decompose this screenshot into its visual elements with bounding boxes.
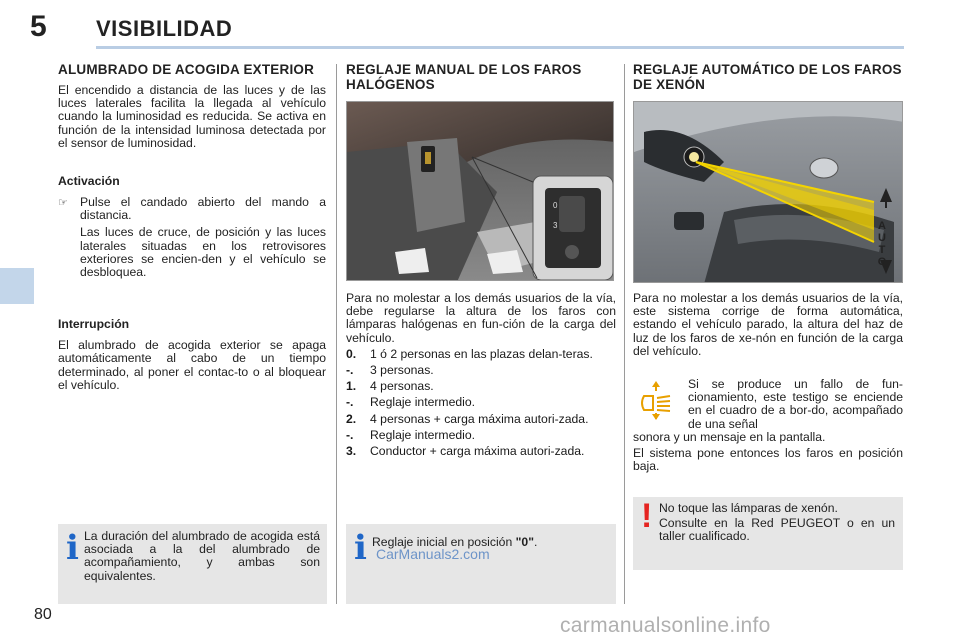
section-title: ALUMBRADO DE ACOGIDA EXTERIOR: [58, 62, 315, 77]
auto-label: AUTO: [876, 220, 888, 268]
manual-headlamp-section: [346, 62, 616, 92]
xenon-headlamp-body: [633, 292, 903, 358]
info-icon: i: [66, 528, 79, 568]
interruption-heading: Interrupción: [58, 317, 130, 332]
site-watermark: CarManuals2.com: [376, 546, 490, 562]
list-item: -. 3 personas.: [346, 363, 434, 378]
xenon-headlamp-section: [633, 62, 903, 92]
interruption-text: El alumbrado de acogida exterior se apaga automáticamente al cabo de un tiempo determinado, al poner el contac-to o al bloquear el vehículo.: [58, 338, 326, 392]
section-intro: Para no molestar a los demás usuarios de la vía, debe regularse la altura de los faros con lámparas halógenas en fun-ción de la carga del vehículo.: [346, 291, 616, 345]
info-note-text: Reglaje inicial en posición "0".: [372, 535, 538, 549]
section-intro: El encendido a distancia de las luces y de las luces laterales facilita la llegada al vehículo cuando la luminosidad es reducida. Se activa en función de la intensidad luminosa detectada por el sensor de luminosidad.: [58, 83, 326, 150]
warning-line: Consulte en la Red PEUGEOT o en un taller cualificado.: [659, 516, 895, 544]
section-title: REGLAJE AUTOMÁTICO DE LOS FAROS DE XENÓN: [633, 62, 902, 92]
page-title: VISIBILIDAD: [96, 16, 233, 41]
info-note-text: La duración del alumbrado de acogida está asociada a la del alumbrado de acompañamiento, y ambas son equivalentes.: [84, 529, 320, 583]
page-number: 80: [34, 606, 52, 623]
exclamation-icon: !: [641, 497, 653, 535]
section-title: REGLAJE MANUAL DE LOS FAROS HALÓGENOS: [346, 62, 582, 92]
list-item: 0. 1 ó 2 personas en las plazas delan-teras.: [346, 346, 593, 361]
activation-step: [58, 196, 326, 222]
list-item: 1. 4 personas.: [346, 379, 434, 394]
chapter-tab: [0, 268, 34, 304]
fault-description-cont: sonora y un mensaje en la pantalla.: [633, 430, 826, 444]
section-intro: Para no molestar a los demás usuarios de la vía, este sistema corrige de forma automática, estando el vehículo parado, la altura del haz de luz de los faros de xe-nón en función de la carga del vehículo.: [633, 291, 903, 358]
welcome-lighting-section: [58, 62, 326, 392]
manual-headlamp-body: [346, 292, 616, 458]
warning-note: [633, 497, 903, 570]
info-note: [346, 524, 616, 604]
info-icon: i: [354, 528, 367, 568]
fault-description: Si se produce un fallo de fun-cionamiento, este testigo se enciende en el cuadro de a bor-do, acompañado de una señal: [688, 377, 903, 431]
list-item: -. Reglaje intermedio.: [346, 395, 476, 410]
warning-line: No toque las lámparas de xenón.: [659, 501, 838, 515]
load-position-list: [346, 348, 616, 458]
list-item: 2. 4 personas + carga máxima autori-zada.: [346, 411, 589, 426]
svg-text:3: 3: [553, 221, 558, 230]
info-note: [58, 524, 327, 604]
low-beam-fallback: El sistema pone entonces los faros en posición baja.: [633, 446, 903, 474]
headlamp-fault-warning-light-icon: [636, 380, 676, 420]
column-divider: [336, 64, 337, 604]
chapter-number: 5: [30, 10, 47, 43]
hand-pointer-icon: ☞: [58, 197, 68, 210]
dashboard-photo: [346, 101, 614, 281]
activation-result: Las luces de cruce, de posición y las luces laterales situadas en los retrovisores exteriores se encien-den y el vehículo se desbloquea.: [80, 225, 326, 280]
car-front-photo: [633, 101, 903, 283]
activation-step-text: Pulse el candado abierto del mando a distancia.: [80, 195, 326, 223]
svg-text:0: 0: [553, 201, 558, 210]
header-rule: [96, 46, 904, 49]
activation-heading: Activación: [58, 174, 120, 189]
column-divider: [624, 64, 625, 604]
footer-watermark: carmanualsonline.info: [560, 614, 771, 637]
list-item: 3. Conductor + carga máxima autori-zada.: [346, 444, 585, 459]
list-item: -. Reglaje intermedio.: [346, 427, 476, 442]
